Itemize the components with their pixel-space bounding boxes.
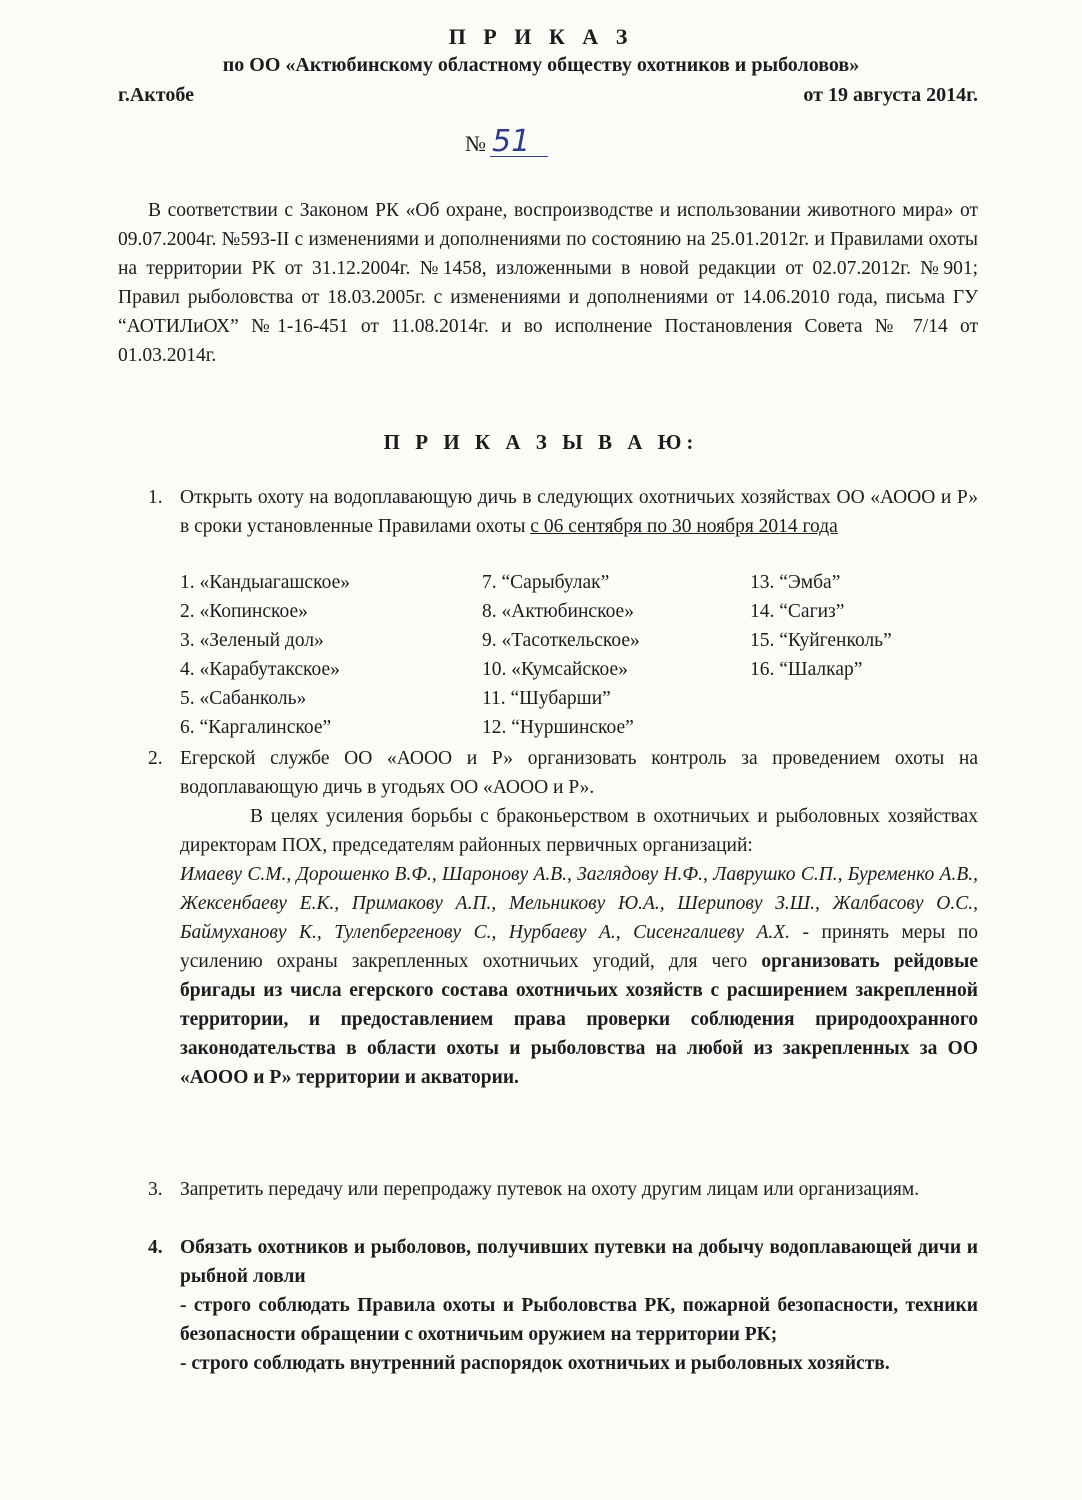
item-text <box>180 483 978 541</box>
list-item: 16. “Шалкар” <box>750 659 863 680</box>
item-2-bold-text: организовать рейдовые бригады из числа егерского состава охотничьих хозяйств с расширением закрепленной территории, и предоставлением права проверки соблюдения природоохранного законодательства в области охоты и рыболовства на любой из закрепленных за ОО «АООО и Р» территории и акватории. <box>180 951 978 1088</box>
order-heading: П Р И К А З Ы В А Ю: <box>383 430 699 454</box>
item-4-body <box>180 1233 978 1378</box>
item-1-dates: с 06 сентября по 30 ноября 2014 года <box>530 516 838 537</box>
order-item-4 <box>148 1233 978 1378</box>
list-item: 8. «Актюбинское» <box>482 601 634 622</box>
item-number: 1. <box>148 487 163 508</box>
list-item: 14. “Сагиз” <box>750 601 845 622</box>
farms-column-1 <box>180 568 350 742</box>
item-2-intro: В целях усиления борьбы с браконьерством в охотничьих и рыболовных хозяйствах директорам ПОХ, председателям районных первичных организаций: <box>180 806 978 856</box>
farms-column-3 <box>750 568 892 684</box>
item-4-text: Обязать охотников и рыболовов, получивших путевки на добычу водоплавающей дичи и рыбной ловли <box>180 1237 978 1287</box>
preamble-text: В соответствии с Законом РК «Об охране, воспроизводстве и использовании животного мира» от 09.07.2004г. №593-II с изменениями и дополнениями по состоянию на 25.01.2012г. и Правилами охоты на территории РК от 31.12.2004г. №1458, изложенными в новой редакции от 02.07.2012г. №901; Правил рыболовства от 18.03.2005г. с изменениями и дополнениями от 14.06.2010 года, письма ГУ “АОТИЛиОХ” №1-16-451 от 11.08.2014г. и во исполнение Постановления Совета № 7/14 от 01.03.2014г. <box>118 200 978 366</box>
number-value-handwritten: 51 <box>490 128 548 157</box>
farms-column-2 <box>482 568 640 742</box>
item-2-names: Имаеву С.М., Дорошенко В.Ф., Шаронову А.В., Заглядову Н.Ф., Лаврушко С.П., Буременко А.В., Жексенбаеву Е.К., Примакову А.П., Мельникову Ю.А., Шерипову З.Ш., Жалбасову О.С., Баймуханову К., Тулепбергенову С., Нурбаеву А., Сисенгалиеву А.Х. <box>180 864 978 943</box>
list-item: 7. “Сарыбулак” <box>482 572 610 593</box>
item-4-sub-2: - строго соблюдать внутренний распорядок охотничьих и рыболовных хозяйств. <box>180 1353 890 1374</box>
list-item: 1. «Кандыагашское» <box>180 572 350 593</box>
item-number: 4. <box>148 1237 163 1258</box>
item-2-measures: - принять меры по усилению охраны закрепленных охотничьих угодий, для чего <box>180 922 979 972</box>
list-item: 6. “Каргалинское” <box>180 717 332 738</box>
document-title: П Р И К А З <box>448 24 634 49</box>
item-4-sub-1: - строго соблюдать Правила охоты и Рыболовства РК, пожарной безопасности, техники безопасности обращении с охотничьим оружием на территории РК; <box>180 1295 978 1345</box>
list-item: 12. “Нуршинское” <box>482 717 634 738</box>
list-item: 4. «Карабутакское» <box>180 659 340 680</box>
list-item: 10. «Кумсайское» <box>482 659 628 680</box>
city: г.Актобе <box>118 84 194 106</box>
item-number: 3. <box>148 1179 163 1200</box>
item-2-body <box>180 744 978 1092</box>
list-item: 3. «Зеленый дол» <box>180 630 324 651</box>
list-item: 13. “Эмба” <box>750 572 841 593</box>
order-number <box>465 124 548 159</box>
list-item: 15. “Куйгенколь” <box>750 630 892 651</box>
number-label: № <box>465 131 486 156</box>
list-item: 9. «Тасоткельское» <box>482 630 640 651</box>
document-subtitle: по ОО «Актюбинскому областному обществу охотников и рыболовов» <box>222 54 860 76</box>
item-2-paragraph <box>180 860 978 1092</box>
order-item-1 <box>148 483 978 541</box>
list-item: 5. «Сабанколь» <box>180 688 307 709</box>
order-date: от 19 августа 2014г. <box>803 84 978 106</box>
item-2-text: Егерской службе ОО «АООО и Р» организовать контроль за проведением охоты на водоплавающую дичь в угодьях ОО «АООО и Р». <box>180 748 978 798</box>
list-item: 11. “Шубарши” <box>482 688 611 709</box>
order-item-3 <box>148 1175 978 1204</box>
order-item-2 <box>148 744 978 1092</box>
item-1-text: Открыть охоту на водоплавающую дичь в следующих охотничьих хозяйствах ОО «АООО и Р» в сроки установленные Правилами охоты <box>180 487 978 537</box>
preamble <box>118 196 978 370</box>
item-3-text: Запретить передачу или перепродажу путевок на охоту другим лицам или организациям. <box>180 1179 920 1200</box>
item-number: 2. <box>148 748 163 769</box>
list-item: 2. «Копинское» <box>180 601 308 622</box>
